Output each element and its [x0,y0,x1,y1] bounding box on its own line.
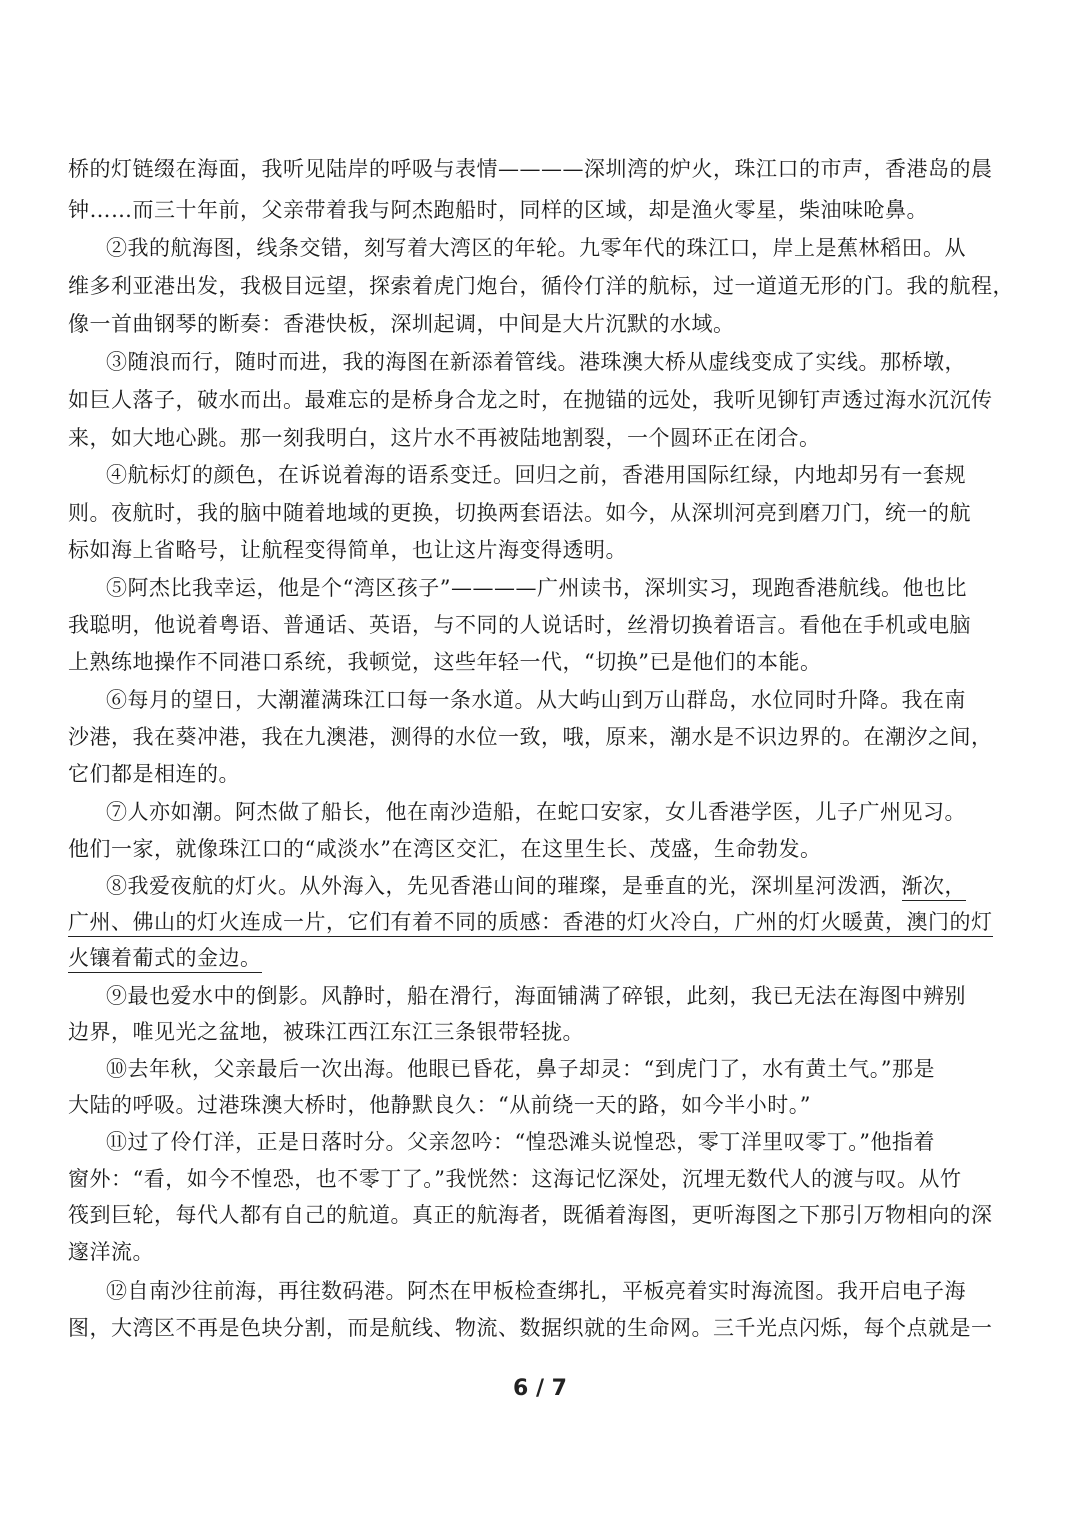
paragraph-10-line-1 [0,1050,1080,1088]
paragraph-12-line-1-content: ⑫自南沙往前海，再往数码港。阿杰在甲板检查绑扎，平板亮着实时海流图。我开启电子海 [106,1279,966,1303]
paragraph-5-line-2 [0,606,1080,644]
paragraph-6-line-1 [0,681,1080,719]
paragraph-11-line-1 [0,1123,1080,1161]
paragraph-8-line-2 [0,903,1080,941]
paragraph-11-line-1-content: ⑪过了伶仃洋，正是日落时分。父亲忽吟：“惶恐滩头说惶恐，零丁洋里叹零丁。”他指着 [106,1130,935,1154]
paragraph-2-line-3 [0,305,1080,343]
text-line-1-content: 桥的灯链缀在海面，我听见陆岸的呼吸与表情————深圳湾的炉火，珠江口的市声，香港岛的晨 [68,157,993,181]
paragraph-3-line-1 [0,343,1080,381]
paragraph-8-line-3 [0,939,1080,977]
paragraph-8-line-1-content: ⑧我爱夜航的灯火。从外海入，先见香港山间的璀璨，是垂直的光，深圳星河泼洒， [106,874,902,898]
paragraph-11-line-3-content: 筏到巨轮，每代人都有自己的航道。真正的航海者，既循着海图，更听海图之下那引万物相向的深 [68,1203,993,1227]
paragraph-11-line-3 [0,1196,1080,1234]
paragraph-9-line-1 [0,977,1080,1015]
text-line-2 [0,191,1080,229]
paragraph-3-line-1-content: ③随浪而行，随时而进，我的海图在新添着管线。港珠澳大桥从虚线变成了实线。那桥墩， [106,350,966,374]
paragraph-6-line-3 [0,755,1080,793]
underlined-sentence-start: 渐次， [902,874,967,901]
paragraph-3-line-2-content: 如巨人落子，破水而出。最难忘的是桥身合龙之时，在抛锚的远处，我听见铆钉声透过海水沉沉传 [68,388,993,412]
paragraph-2-line-2-content: 维多利亚港出发，我极目远望，探索着虎门炮台，循伶仃洋的航标，过一道道无形的门。我的航程， [68,274,1014,298]
paragraph-4-line-2 [0,494,1080,532]
paragraph-9-line-2-content: 边界，唯见光之盆地，被珠江西江东江三条银带轻拢。 [68,1020,584,1044]
paragraph-7-line-1 [0,793,1080,831]
paragraph-11-line-4-content: 邃洋流。 [68,1240,154,1264]
underlined-sentence-end: 火镶着葡式的金边。 [68,946,262,973]
paragraph-6-line-1-content: ⑥每月的望日，大潮灌满珠江口每一条水道。从大屿山到万山群岛，水位同时升降。我在南 [106,688,966,712]
paragraph-4-line-2-content: 则。夜航时，我的脑中随着地域的更换，切换两套语法。如今，从深圳河亮到磨刀门，统一的航 [68,501,971,525]
paragraph-11-line-2-content: 窗外：“看，如今不惶恐，也不零丁了。”我恍然：这海记忆深处，沉埋无数代人的渡与叹。从竹 [68,1167,962,1191]
page-number: 6 / 7 [513,1376,567,1401]
paragraph-5-line-3 [0,643,1080,681]
paragraph-5-line-1 [0,569,1080,607]
paragraph-5-line-2-content: 我聪明，他说着粤语、普通话、英语，与不同的人说话时，丝滑切换着语言。看他在手机或电脑 [68,613,971,637]
text-line-1 [0,150,1080,188]
text-line-2-content: 钟……而三十年前，父亲带着我与阿杰跑船时，同样的区域，却是渔火零星，柴油味呛鼻。 [68,198,928,222]
paragraph-5-line-3-content: 上熟练地操作不同港口系统，我顿觉，这些年轻一代，“切换”已是他们的本能。 [68,650,822,674]
underlined-sentence-middle: 广州、佛山的灯火连成一片，它们有着不同的质感：香港的灯火冷白，广州的灯火暖黄，澳门的灯 [68,910,993,937]
paragraph-5-line-1-content: ⑤阿杰比我幸运，他是个“湾区孩子”————广州读书，深圳实习，现跑香港航线。他也比 [106,576,967,600]
paragraph-12-line-1 [0,1272,1080,1310]
paragraph-2-line-3-content: 像一首曲钢琴的断奏：香港快板，深圳起调，中间是大片沉默的水域。 [68,312,735,336]
paragraph-7-line-2 [0,830,1080,868]
paragraph-9-line-1-content: ⑨最也爱水中的倒影。风静时，船在滑行，海面铺满了碎银，此刻，我已无法在海图中辨别 [106,984,966,1008]
paragraph-3-line-3-content: 来，如大地心跳。那一刻我明白，这片水不再被陆地割裂，一个圆环正在闭合。 [68,426,821,450]
paragraph-2-line-1-content: ②我的航海图，线条交错，刻写着大湾区的年轮。九零年代的珠江口，岸上是蕉林稻田。从 [106,236,966,260]
paragraph-10-line-2 [0,1086,1080,1124]
paragraph-10-line-2-content: 大陆的呼吸。过港珠澳大桥时，他静默良久：“从前绕一天的路，如今半小时。” [68,1093,811,1117]
paragraph-3-line-2 [0,381,1080,419]
paragraph-6-line-2-content: 沙港，我在葵冲港，我在九澳港，测得的水位一致，哦，原来，潮水是不识边界的。在潮汐之间， [68,725,993,749]
paragraph-12-line-2-content: 图，大湾区不再是色块分割，而是航线、物流、数据织就的生命网。三千光点闪烁，每个点就是一 [68,1316,993,1340]
paragraph-3-line-3 [0,419,1080,457]
paragraph-4-line-1-content: ④航标灯的颜色，在诉说着海的语系变迁。回归之前，香港用国际红绿，内地却另有一套规 [106,463,966,487]
paragraph-10-line-1-content: ⑩去年秋，父亲最后一次出海。他眼已昏花，鼻子却灵：“到虎门了，水有黄土气。”那是 [106,1057,935,1081]
paragraph-6-line-2 [0,718,1080,756]
paragraph-7-line-1-content: ⑦人亦如潮。阿杰做了船长，他在南沙造船，在蛇口安家，女儿香港学医，儿子广州见习。 [106,800,966,824]
paragraph-12-line-2 [0,1309,1080,1347]
paragraph-8-line-1 [0,867,1080,905]
paragraph-2-line-2 [0,267,1080,305]
paragraph-11-line-4 [0,1233,1080,1271]
paragraph-6-line-3-content: 它们都是相连的。 [68,762,240,786]
paragraph-11-line-2 [0,1160,1080,1198]
paragraph-2-line-1 [0,229,1080,267]
paragraph-4-line-3-content: 标如海上省略号，让航程变得简单，也让这片海变得透明。 [68,538,627,562]
paragraph-4-line-1 [0,456,1080,494]
paragraph-4-line-3 [0,531,1080,569]
paragraph-9-line-2 [0,1013,1080,1051]
paragraph-7-line-2-content: 他们一家，就像珠江口的“咸淡水”在湾区交汇，在这里生长、茂盛，生命勃发。 [68,837,822,861]
